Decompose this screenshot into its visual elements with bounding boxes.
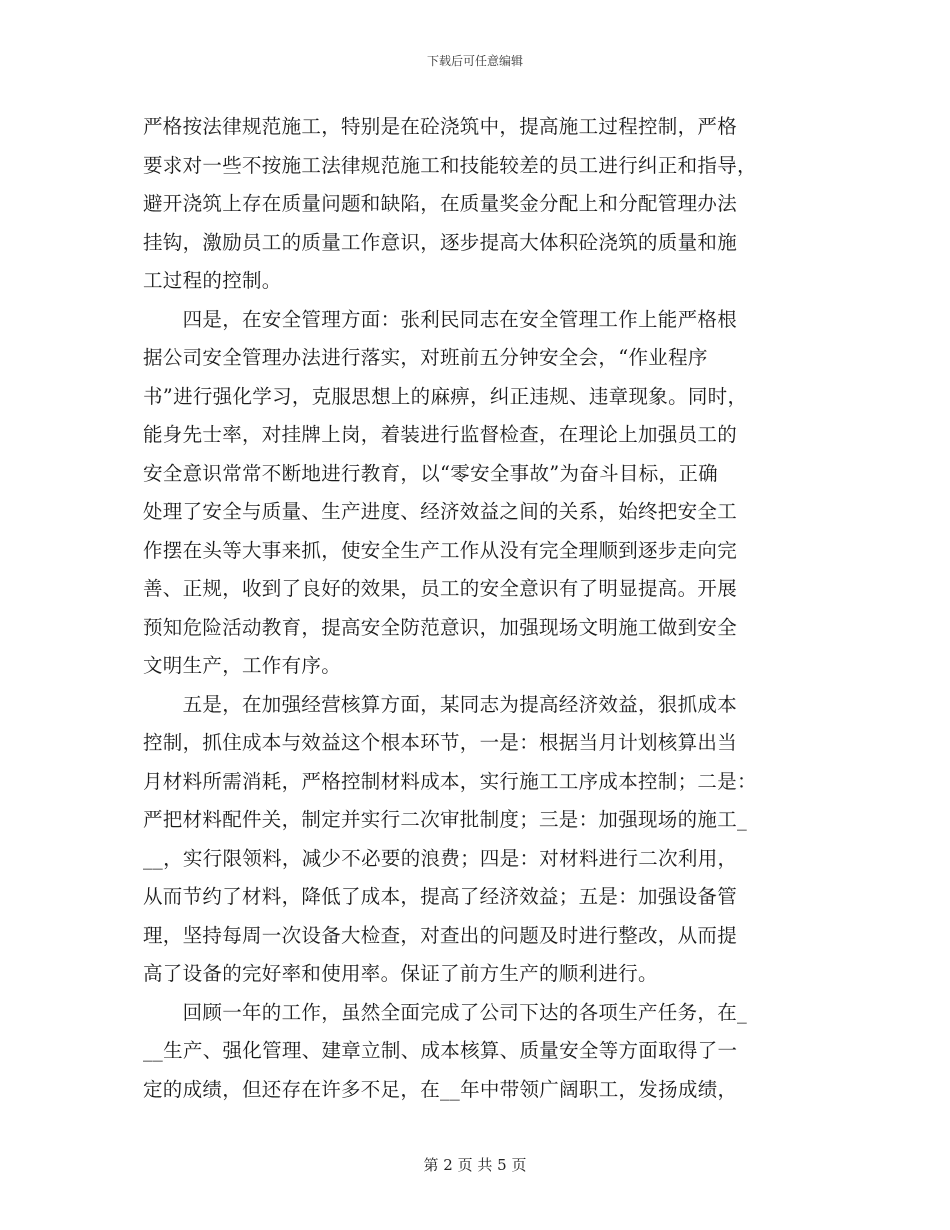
text-line: 能身先士率，对挂牌上岗，着装进行监督检查，在理论上加强员工的 <box>143 423 738 446</box>
text-line: 严格按法律规范施工，特别是在砼浇筑中，提高施工过程控制，严格 <box>143 115 738 138</box>
text-line: 避开浇筑上存在质量问题和缺陷，在质量奖金分配上和分配管理办法 <box>143 192 738 215</box>
text-line: 严把材料配件关，制定并实行二次审批制度；三是：加强现场的施工_ <box>143 808 748 831</box>
text-line: __，实行限领料，减少不必要的浪费；四是：对材料进行二次利用， <box>143 846 738 870</box>
page-header: 下载后可任意编辑 <box>426 54 523 68</box>
text-line: 书”进行强化学习，克服思想上的麻痹，纠正违规、违章现象。同时， <box>143 384 748 408</box>
text-line: 预知危险活动教育，提高安全防范意识，加强现场文明施工做到安全 <box>143 615 738 639</box>
document-body <box>143 108 813 1109</box>
text-line: 控制，抓住成本与效益这个根本环节，一是：根据当月计划核算出当 <box>143 731 738 754</box>
text-line: 月材料所需消耗，严格控制材料成本，实行施工工序成本控制；二是： <box>143 769 757 793</box>
page-number-footer: 第 2 页 共 5 页 <box>423 1156 527 1174</box>
text-line: 高了设备的完好率和使用率。保证了前方生产的顺利进行。 <box>143 962 658 985</box>
text-line: 据公司安全管理办法进行落实，对班前五分钟安全会，“作业程序 <box>143 346 708 369</box>
text-line: 五是，在加强经营核算方面，某同志为提高经济效益，狠抓成本 <box>143 692 738 716</box>
text-line: 理，坚持每周一次设备大检查，对查出的问题及时进行整改，从而提 <box>143 923 738 947</box>
text-line: 文明生产，工作有序。 <box>143 654 342 677</box>
text-line: 定的成绩，但还存在许多不足，在__年中带领广阔职工，发扬成绩， <box>143 1077 738 1101</box>
text-line: 工过程的控制。 <box>143 269 282 292</box>
text-line: __生产、强化管理、建章立制、成本核算、质量安全等方面取得了一 <box>143 1039 738 1062</box>
text-line: 作摆在头等大事来抓，使安全生产工作从没有完全理顺到逐步走向完 <box>143 538 738 562</box>
text-line: 安全意识常常不断地进行教育，以“零安全事故”为奋斗目标，正确 <box>143 461 718 485</box>
text-line: 挂钩，激励员工的质量工作意识，逐步提高大体积砼浇筑的质量和施 <box>143 230 738 254</box>
text-line: 回顾一年的工作，虽然全面完成了公司下达的各项生产任务，在_ <box>143 1000 748 1024</box>
text-line: 四是，在安全管理方面：张利民同志在安全管理工作上能严格根 <box>143 307 738 331</box>
text-line: 从而节约了材料，降低了成本，提高了经济效益；五是：加强设备管 <box>143 885 738 908</box>
text-line: 要求对一些不按施工法律规范施工和技能较差的员工进行纠正和指导， <box>143 153 757 177</box>
text-line: 处理了安全与质量、生产进度、经济效益之间的关系，始终把安全工 <box>143 500 738 523</box>
text-line: 善、正规，收到了良好的效果，员工的安全意识有了明显提高。开展 <box>143 577 738 600</box>
